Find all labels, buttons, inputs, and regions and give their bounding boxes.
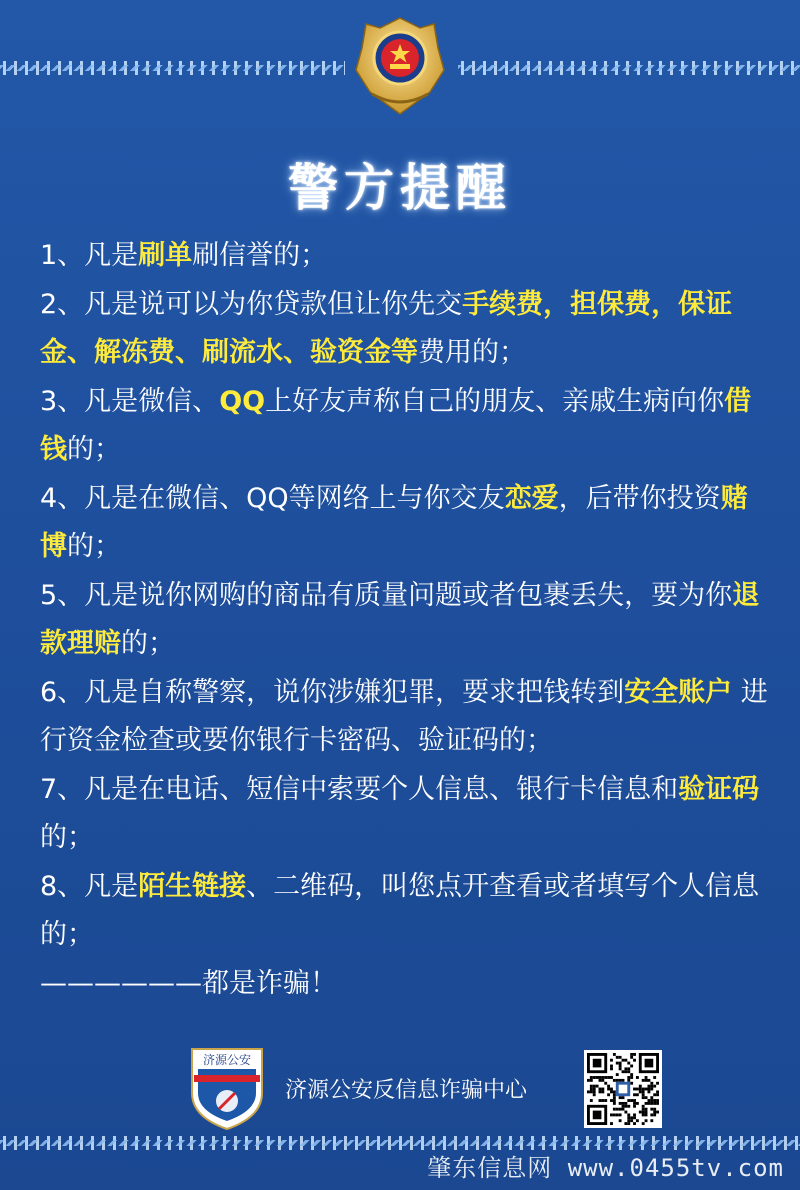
item-text: 费用的； [418,337,526,368]
item-text: 4、凡是在微信、QQ等网络上与你交友 [40,482,505,514]
highlight-text: 借钱 [40,385,752,465]
item-text: 的； [67,531,121,562]
watermark: 肇东信息网 www.0455tv.com [427,1154,784,1182]
ending-text: ——————都是诈骗！ [40,967,337,999]
item-text: 8、凡是 [40,870,139,902]
item-text: ，后带你投资 [558,482,721,514]
highlight-text: 安全账户 [624,676,733,708]
police-emblem-icon [350,14,450,118]
warning-item [40,766,770,863]
item-text: 的； [121,628,175,659]
highlight-text: 退款理赔 [40,579,760,659]
item-text: 5、凡是说你网购的商品有质量问题或者包裹丢失，要为你 [40,579,733,611]
page-title: 警方提醒 [288,159,512,217]
warning-item [40,281,770,378]
highlight-text: 恋爱 [504,482,559,514]
warning-item [40,475,770,572]
top-left-border [0,61,345,75]
top-right-border [458,61,800,75]
warning-item [40,378,770,475]
warning-item [40,232,770,281]
item-text: 上好友声称自己的朋友、亲戚生病向你 [265,385,725,417]
warning-item [40,669,770,766]
badge-label: 济源公安 [202,1053,252,1067]
item-text: 1、凡是 [40,240,139,271]
bottom-border [0,1136,800,1150]
item-text: 7、凡是在电话、短信中索要个人信息、银行卡信息和 [40,773,679,805]
highlight-text: 陌生链接 [138,870,247,902]
warning-item [40,572,770,669]
item-text: 、二维码，叫您点开查看或者填写个人信息的； [40,870,760,950]
police-badge-icon [188,1045,266,1131]
item-text: 刷信誉的； [192,240,328,271]
item-text: 3、凡是微信、 [40,385,220,417]
warning-item [40,863,770,960]
item-text: 进行资金检查或要你银行卡密码、验证码的； [40,676,768,756]
highlight-text: 验证码 [678,773,760,805]
highlight-text: 手续费，担保费，保证金、解冻费、刷流水、验资金等 [40,288,733,368]
footer-org-name: 济源公安反信息诈骗中心 [285,1078,528,1103]
item-text: 的； [40,822,94,853]
qr-code-icon [584,1050,662,1128]
item-text: 的； [67,434,121,465]
item-text: 2、凡是说可以为你贷款但让你先交 [40,288,463,320]
highlight-text: 赌博 [40,482,748,562]
item-text: 6、凡是自称警察，说你涉嫌犯罪，要求把钱转到 [40,676,625,708]
highlight-text: QQ [219,385,266,417]
warning-list [40,232,770,1008]
highlight-text: 刷单 [138,240,193,271]
